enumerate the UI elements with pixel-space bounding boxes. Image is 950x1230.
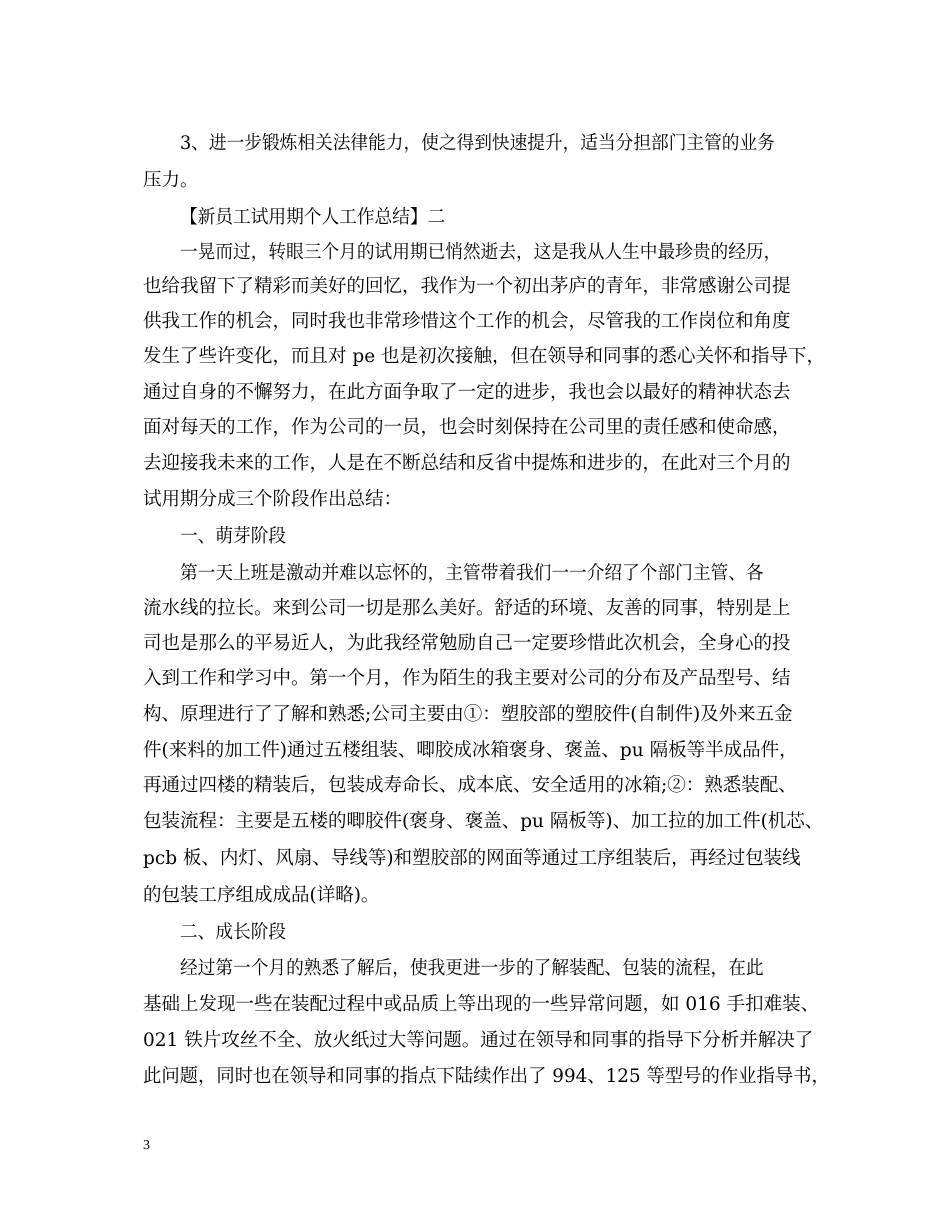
paragraph-line: 司也是那么的平易近人，为此我经常勉励自己一定要珍惜此次机会，全身心的投 [143, 633, 791, 654]
paragraph-line: 流水线的拉长。来到公司一切是那么美好。舒适的环境、友善的同事，特别是上 [143, 598, 791, 619]
paragraph-line: 供我工作的机会，同时我也非常珍惜这个工作的机会，尽管我的工作岗位和角度 [143, 311, 791, 332]
paragraph-line: 3、进一步锻炼相关法律能力，使之得到快速提升，适当分担部门主管的业务 [180, 133, 775, 154]
section-heading: 二、成长阶段 [180, 922, 287, 943]
paragraph-line: 此问题，同时也在领导和同事的指点下陆续作出了 994、125 等型号的作业指导书， [143, 1066, 830, 1087]
page-number: 3 [143, 1138, 150, 1153]
paragraph-line: 的包装工序组成成品(详略)。 [143, 885, 380, 906]
paragraph-line: 经过第一个月的熟悉了解后，使我更进一步的了解装配、包装的流程，在此 [180, 958, 764, 979]
paragraph-line: pcb 板、内灯、风扇、导线等)和塑胶部的网面等通过工序组装后，再经过包装线 [143, 848, 801, 869]
paragraph-line: 发生了些许变化，而且对 pe 也是初次接触，但在领导和同事的悉心关怀和指导下， [143, 346, 826, 367]
section-heading: 【新员工试用期个人工作总结】二 [180, 207, 446, 228]
section-heading: 一、萌芽阶段 [180, 526, 287, 547]
paragraph-line: 也给我留下了精彩而美好的回忆，我作为一个初出茅庐的青年，非常感谢公司提 [143, 276, 791, 297]
paragraph-line: 包装流程：主要是五楼的唧胶件(褒身、褒盖、pu 隔板等)、加工拉的加工件(机芯、 [143, 811, 824, 832]
paragraph-line: 构、原理进行了了解和熟悉;公司主要由①：塑胶部的塑胶件(自制件)及外来五金 [143, 704, 793, 725]
paragraph-line: 入到工作和学习中。第一个月，作为陌生的我主要对公司的分布及产品型号、结 [143, 668, 791, 689]
paragraph-line: 试用期分成三个阶段作出总结： [143, 489, 403, 510]
paragraph-line: 基础上发现一些在装配过程中或品质上等出现的一些异常问题，如 016 手扣难装、 [143, 994, 820, 1015]
paragraph-line: 再通过四楼的精装后，包装成寿命长、成本底、安全适用的冰箱;②：熟悉装配、 [143, 775, 797, 796]
paragraph-line: 件(来料的加工件)通过五楼组装、唧胶成冰箱褒身、褒盖、pu 隔板等半成品件， [143, 740, 798, 761]
paragraph-line: 021 铁片攻丝不全、放火纸过大等问题。通过在领导和同事的指导下分析并解决了 [143, 1030, 814, 1051]
paragraph-line: 第一天上班是激动并难以忘怀的，主管带着我们一一介绍了个部门主管、各 [180, 563, 764, 584]
paragraph-line: 压力。 [143, 170, 199, 191]
paragraph-line: 一晃而过，转眼三个月的试用期已悄然逝去，这是我从人生中最珍贵的经历， [180, 242, 782, 263]
paragraph-line: 面对每天的工作，作为公司的一员，也会时刻保持在公司里的责任感和使命感， [143, 417, 791, 438]
paragraph-line: 通过自身的不懈努力，在此方面争取了一定的进步，我也会以最好的精神状态去 [143, 382, 791, 403]
paragraph-line: 去迎接我未来的工作，人是在不断总结和反省中提炼和进步的，在此对三个月的 [143, 453, 791, 474]
